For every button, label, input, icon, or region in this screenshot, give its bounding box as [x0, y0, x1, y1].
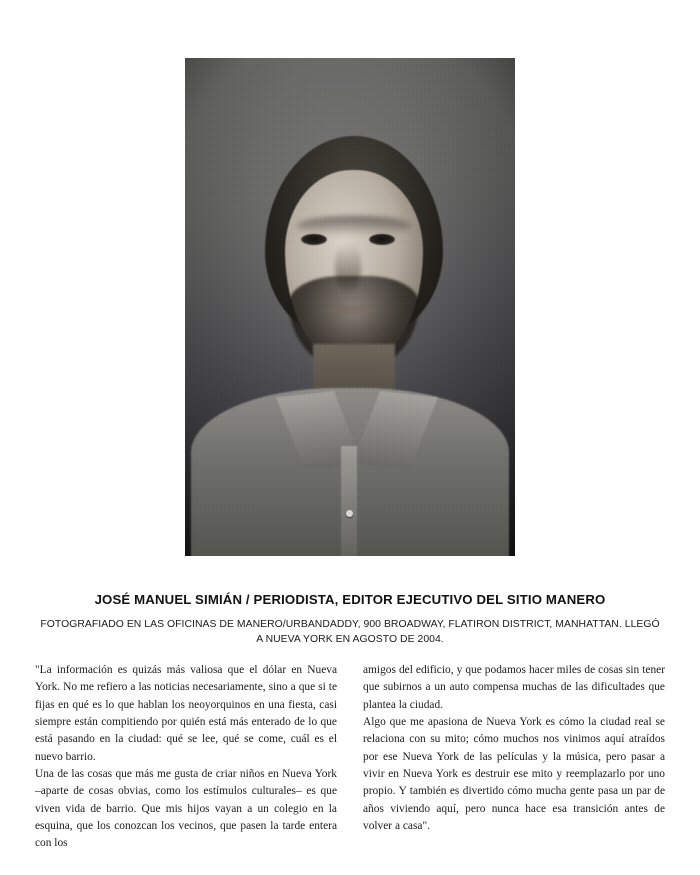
body-paragraph: "La información es quizás más valiosa que el dólar en Nueva York. No me refiero a las noticias necesariamente, sino a que si te fijas en qué es lo que hablan los neoyorquinos en una fiesta, casi siempre están compitiendo por quién está más enterado de lo que está pasando en la ciudad: qué se lee, qué se come, cuál es el nuevo barrio. — [35, 664, 337, 763]
body-columns — [35, 662, 665, 853]
photo-grain-overlay — [185, 58, 515, 556]
body-paragraph: amigos del edificio, y que podamos hacer miles de cosas sin tener que subirnos a un auto compensa muchas de las dificultades que plantea la ciudad. — [363, 664, 665, 711]
body-paragraph: Algo que me apasiona de Nueva York es cómo la ciudad real se relaciona con su mito; cómo muchos nos vinimos aquí atraídos por ese Nueva York de las películas y la música, pero pasar a vivir en Nueva York es destruir ese mito y reemplazarlo por uno propio. Y también es divertido cómo mucha gente pasa un par de años viviendo aquí, pero nunca hace esa transición antes de volver a casa". — [363, 715, 665, 832]
caption-subcaption: FOTOGRAFIADO EN LAS OFICINAS DE MANERO/URBANDADDY, 900 BROADWAY, FLATIRON DISTRICT, MANHATTAN. LLEGÓ A NUEVA YORK EN AGOSTO DE 2004. — [40, 618, 660, 645]
caption-headline: JOSÉ MANUEL SIMIÁN / PERIODISTA, EDITOR EJECUTIVO DEL SITIO MANERO — [94, 592, 606, 607]
body-column-right — [363, 662, 665, 853]
body-paragraph: Una de las cosas que más me gusta de criar niños en Nueva York –aparte de cosas obvias, como los estímulos culturales– es que viven vida de barrio. Que mis hijos vayan a un colegio en la esquina, que los conozcan los vecinos, que pasen la tarde entera con los — [35, 767, 337, 850]
portrait-photo — [185, 58, 515, 556]
body-column-left — [35, 662, 337, 853]
caption-block — [38, 592, 662, 647]
portrait-photo-image — [185, 58, 515, 556]
